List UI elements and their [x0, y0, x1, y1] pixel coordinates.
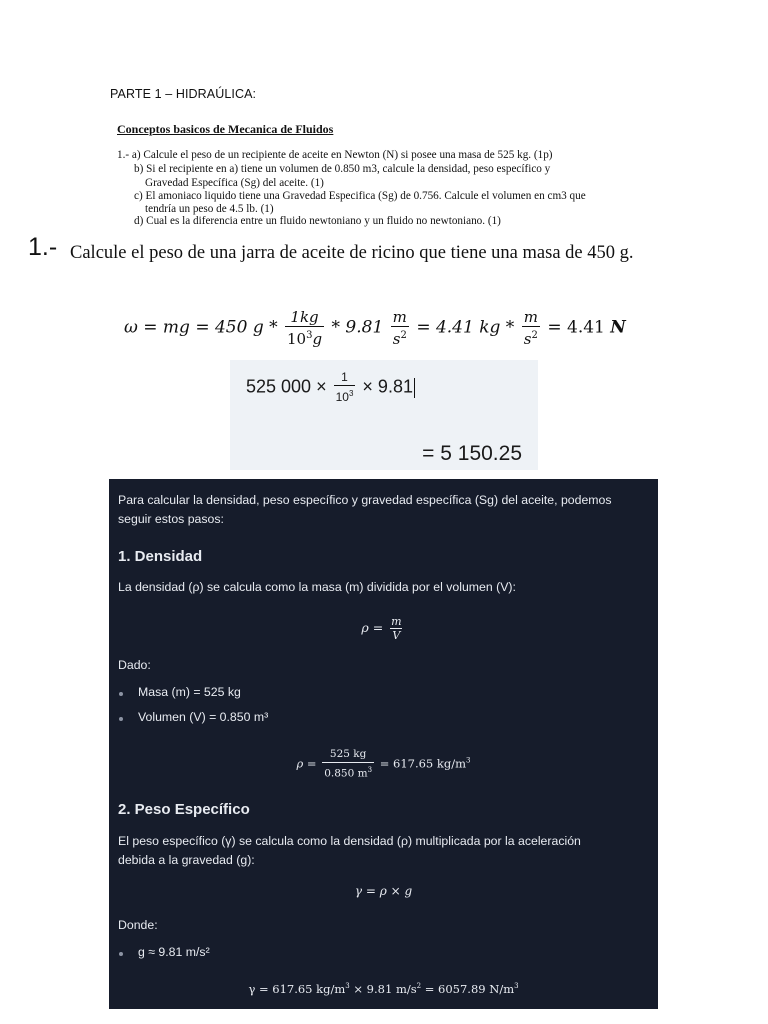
rho-calc-den: 0.850 m	[324, 767, 368, 780]
calculator-box[interactable]	[230, 360, 538, 470]
rho-calc-den-exp: 3	[367, 766, 373, 774]
question-c-cont: tendría un peso de 4.5 lb. (1)	[145, 203, 274, 215]
given-volume: Volumen (V) = 0.850 m³	[138, 710, 269, 724]
question-b: b) Si el recipiente en a) tiene un volumen de 0.850 m3, calcule la densidad, peso específico y	[134, 163, 551, 175]
formula-f1-num: 1kg	[290, 308, 319, 326]
rho-lhs: ρ =	[361, 620, 384, 635]
calc-frac-exp: 3	[348, 389, 354, 398]
formula-fraction-kg	[285, 308, 324, 348]
formula-fraction-ms2-b	[522, 308, 540, 348]
question-d: d) Cual es la diferencia entre un fluido newtoniano y un fluido no newtoniano. (1)	[134, 215, 501, 227]
rho-formula	[109, 615, 658, 642]
formula-f1-exp: 3	[306, 330, 313, 341]
calc-frac-num: 1	[341, 370, 348, 384]
formula-f3-exp: 2	[531, 330, 538, 341]
gamma-calc-c: = 6057.89 N/m	[421, 982, 515, 996]
gamma-formula: γ = ρ × g	[354, 884, 413, 898]
gamma-calc-b-exp: 2	[416, 982, 422, 991]
section-density-heading: 1. Densidad	[118, 548, 203, 565]
question-b-cont: Gravedad Específica (Sg) del aceite. (1)	[145, 177, 324, 189]
formula-fraction-ms2-a	[391, 308, 409, 348]
problem-number: 1.-	[28, 233, 58, 261]
given-gravity: g ≈ 9.81 m/s²	[138, 945, 210, 959]
calculator-expression[interactable]	[246, 370, 415, 405]
formula-unit: N	[610, 317, 626, 338]
formula-lhs: ω = mg = 450 g *	[124, 317, 278, 338]
gamma-calculation	[109, 982, 658, 996]
rho-calc-fraction	[322, 747, 374, 782]
weight-formula	[124, 308, 626, 348]
chat-response-panel	[109, 479, 658, 1009]
rho-fraction	[389, 615, 403, 642]
section-specific-weight-heading: 2. Peso Específico	[118, 801, 250, 818]
calc-prefix: 525 000 ×	[246, 376, 327, 397]
rho-den: V	[392, 629, 401, 642]
density-description: La densidad (ρ) se calcula como la masa (m) dividida por el volumen (V):	[118, 580, 516, 594]
gamma-calc-b: × 9.81 m/s	[349, 982, 417, 996]
specific-weight-line1: El peso específico (γ) se calcula como la densidad (ρ) multiplicada por la aceleración	[118, 834, 581, 848]
calc-fraction	[334, 370, 356, 405]
formula-f3-num: m	[523, 308, 538, 326]
formula-mid2: = 4.41 kg *	[416, 317, 515, 338]
calculator-result: = 5 150.25	[422, 442, 522, 465]
calc-suffix: × 9.81	[362, 376, 413, 397]
formula-f1-unit: g	[312, 330, 323, 348]
formula-f2-exp: 2	[400, 330, 407, 341]
text-cursor	[414, 378, 415, 398]
dado-label: Dado:	[118, 658, 151, 672]
rho-calc-rhs: = 617.65 kg/m	[379, 756, 467, 771]
donde-label: Donde:	[118, 918, 158, 932]
concepts-title: Conceptos basicos de Mecanica de Fluidos	[117, 122, 334, 136]
rho-calc-lhs: ρ =	[296, 756, 317, 771]
bullet-dot	[119, 952, 123, 956]
chat-intro-line1: Para calcular la densidad, peso específico y gravedad específica (Sg) del aceite, podemos	[118, 493, 612, 507]
rho-calc-rhs-exp: 3	[466, 756, 471, 765]
rho-calculation	[109, 747, 658, 782]
calc-frac-den: 10	[335, 390, 349, 404]
gamma-calc-a: γ = 617.65 kg/m	[248, 982, 346, 996]
rho-calc-num: 525 kg	[329, 748, 367, 760]
gamma-calc-a-exp: 3	[345, 982, 350, 991]
problem-text: Calcule el peso de una jarra de aceite de ricino que tiene una masa de 450 g.	[70, 243, 634, 263]
question-c: c) El amoniaco liquido tiene una Gravedad Especifica (Sg) de 0.756. Calcule el volumen en cm3 que	[134, 190, 586, 202]
gamma-calc-c-exp: 3	[514, 982, 519, 991]
formula-f3-den: s	[523, 330, 532, 348]
formula-f2-den: s	[392, 330, 401, 348]
formula-eq: = 4.41	[547, 317, 605, 338]
bullet-dot	[119, 692, 123, 696]
specific-weight-line2: debida a la gravedad (g):	[118, 853, 255, 867]
part-heading: PARTE 1 – HIDRAÚLICA:	[110, 87, 257, 101]
chat-intro-line2: seguir estos pasos:	[118, 512, 224, 526]
question-a: 1.- a) Calcule el peso de un recipiente de aceite en Newton (N) si posee una masa de 525 kg. (1p)	[117, 149, 553, 161]
rho-num: m	[391, 615, 402, 628]
formula-mid1: * 9.81	[331, 317, 384, 338]
formula-f1-den: 10	[287, 330, 307, 348]
bullet-dot	[119, 717, 123, 721]
formula-f2-num: m	[392, 308, 407, 326]
given-mass: Masa (m) = 525 kg	[138, 685, 241, 699]
